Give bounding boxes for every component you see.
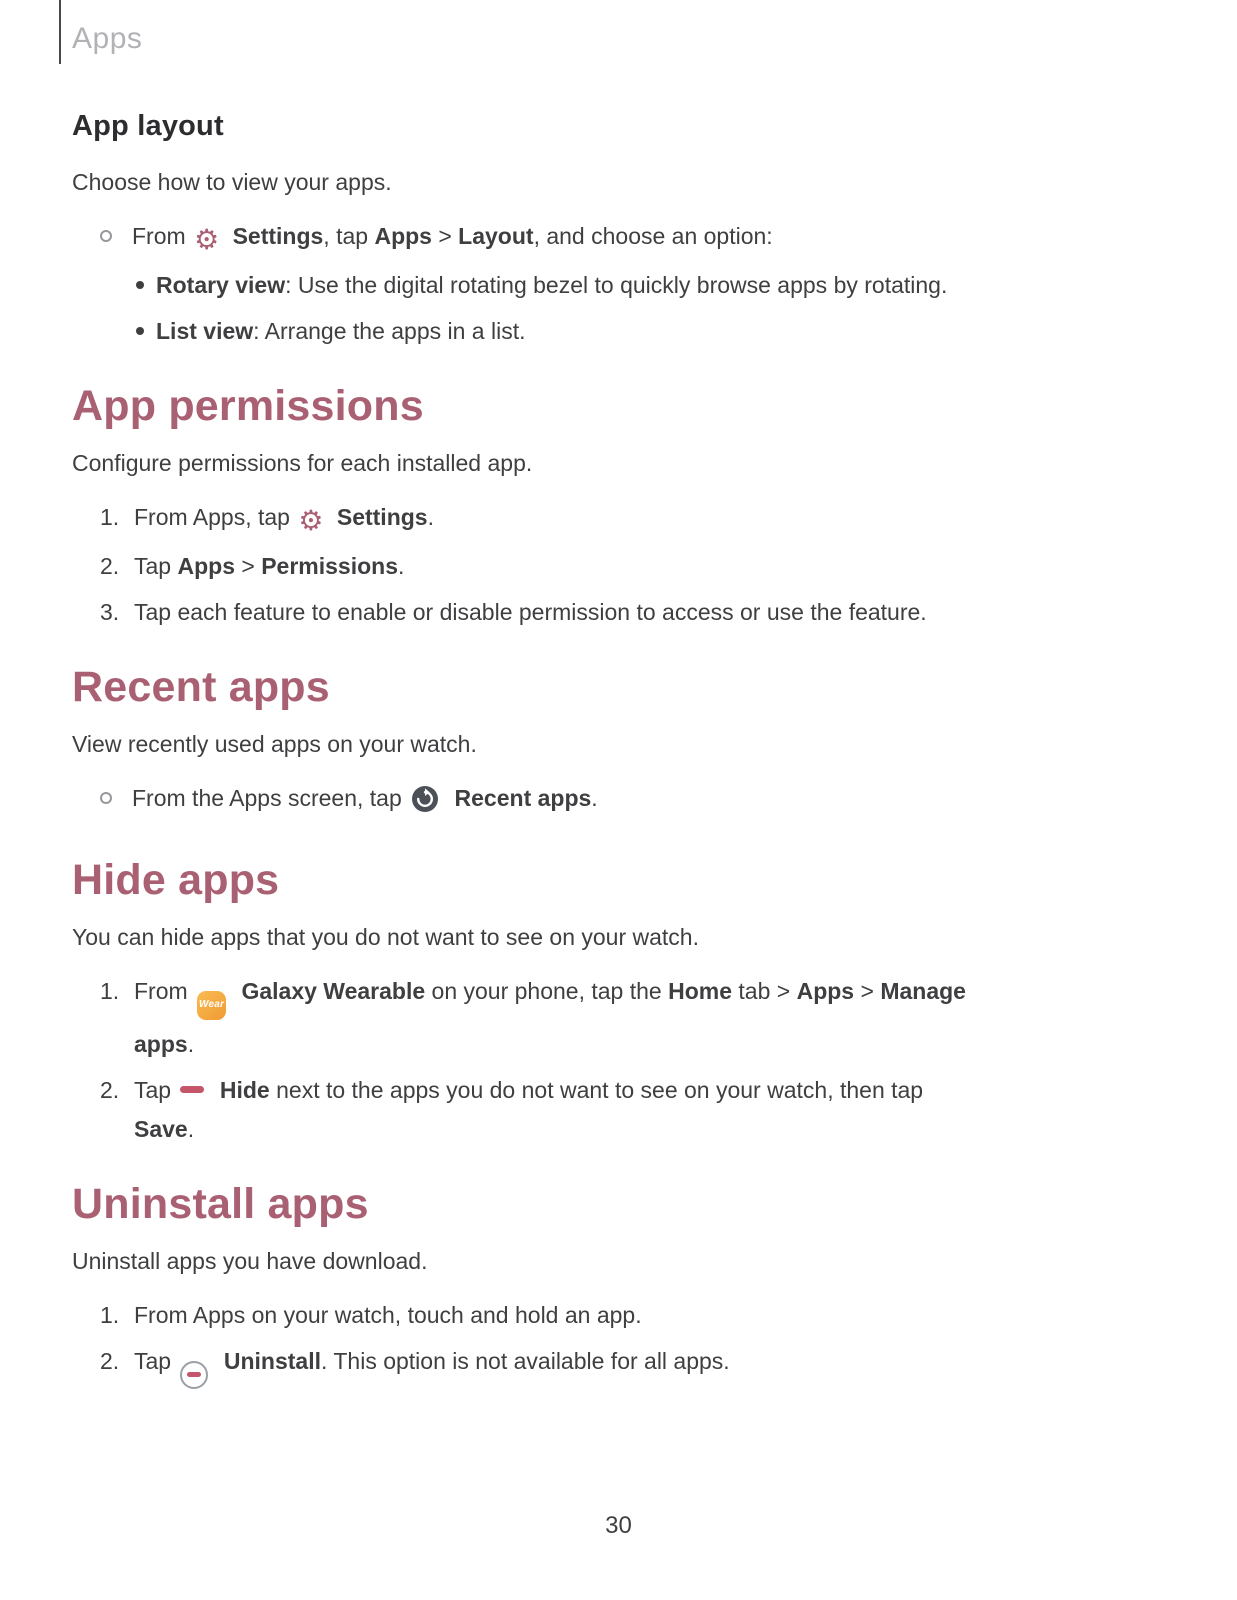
text-line xyxy=(134,551,1167,581)
step-text xyxy=(134,551,1167,581)
text-line xyxy=(134,1300,1167,1330)
app-permissions-intro: Configure permissions for each installed app. xyxy=(72,450,533,477)
uninstall-apps-steps xyxy=(72,1300,1167,1389)
step-text xyxy=(134,1075,1167,1144)
bold-term: Apps xyxy=(177,553,235,580)
text-run: . xyxy=(591,785,598,812)
text-run: > xyxy=(854,978,881,1005)
text-line xyxy=(134,502,1167,538)
wear-icon-label: Wear xyxy=(199,999,225,1011)
sub-bullet-item xyxy=(72,270,1167,300)
text-run: From the Apps screen, tap xyxy=(132,785,409,812)
dot-bullet-icon xyxy=(136,327,144,335)
text-run: Tap each feature to enable or disable permission to access or use the feature. xyxy=(134,599,927,626)
step-text xyxy=(134,502,1167,538)
step-number: 1. xyxy=(100,978,120,1005)
sub-bullet-item xyxy=(72,316,1167,346)
text-line xyxy=(134,1114,1167,1144)
section-uninstall-apps xyxy=(72,1180,1167,1389)
hide-minus-icon xyxy=(180,1086,204,1093)
text-run: : Arrange the apps in a list. xyxy=(253,318,526,344)
header-rule xyxy=(59,0,61,64)
section-app-layout xyxy=(72,110,1167,346)
step-text xyxy=(134,1300,1167,1330)
recent-apps-list xyxy=(72,783,1167,820)
recent-apps-icon xyxy=(411,785,439,820)
text-run: Tap xyxy=(134,553,178,580)
numbered-step xyxy=(72,1300,1167,1330)
uninstall-apps-intro: Uninstall apps you have download. xyxy=(72,1248,428,1275)
numbered-step xyxy=(72,597,1167,627)
text-line xyxy=(134,597,1167,627)
bold-term: Recent apps xyxy=(454,785,592,812)
text-run: . xyxy=(187,1030,195,1057)
text-run: . xyxy=(398,553,405,580)
text-run: , tap xyxy=(323,223,375,249)
step-number: 3. xyxy=(100,599,120,626)
bold-term: Apps xyxy=(796,978,855,1005)
bold-term: Galaxy Wearable xyxy=(241,978,426,1005)
recent-apps-intro: View recently used apps on your watch. xyxy=(72,731,477,758)
hollow-bullet-icon xyxy=(100,230,112,242)
uninstall-icon xyxy=(180,1361,208,1389)
bullet-item xyxy=(72,783,1167,820)
bold-term: Save xyxy=(134,1115,188,1142)
text-run: From xyxy=(132,223,193,249)
page-number: 30 xyxy=(605,1512,632,1539)
sub-bullet-item-text xyxy=(156,316,1167,346)
hollow-bullet-icon xyxy=(100,792,112,804)
numbered-step xyxy=(72,976,1167,1059)
recent-apps-title: Recent apps xyxy=(72,663,330,712)
step-number: 1. xyxy=(100,1302,120,1329)
numbered-step xyxy=(72,551,1167,581)
text-run: , and choose an option: xyxy=(533,223,773,249)
text-line xyxy=(134,1029,1167,1059)
app-layout-title: App layout xyxy=(72,110,224,142)
text-run: From Apps, tap xyxy=(134,504,297,531)
bullet-item xyxy=(72,221,1167,254)
minus-glyph xyxy=(187,1372,201,1377)
dot-bullet-icon xyxy=(136,281,144,289)
bold-term: Manage xyxy=(880,978,966,1005)
bold-term: apps xyxy=(134,1030,188,1057)
step-text xyxy=(134,597,1167,627)
bold-term: Layout xyxy=(458,223,534,249)
text-run: next to the apps you do not want to see on your watch, then tap xyxy=(269,1076,924,1103)
step-text xyxy=(134,976,1167,1059)
app-permissions-title: App permissions xyxy=(72,382,424,430)
step-number: 2. xyxy=(100,1348,120,1375)
step-number: 2. xyxy=(100,1076,120,1103)
step-number: 1. xyxy=(100,504,120,531)
text-run: > xyxy=(431,223,459,249)
numbered-step xyxy=(72,1075,1167,1144)
galaxy-wearable-icon xyxy=(197,991,226,1020)
text-line xyxy=(132,783,1167,820)
settings-gear-icon: ⚙ xyxy=(194,223,220,256)
text-line xyxy=(132,221,1167,254)
step-text xyxy=(134,1346,1167,1389)
bold-term: Settings xyxy=(232,223,324,249)
text-run: . xyxy=(427,504,434,531)
text-run: : Use the digital rotating bezel to quickly browse apps by rotating. xyxy=(285,272,948,298)
bold-term: List view xyxy=(156,318,254,344)
app-layout-list xyxy=(72,221,1167,346)
app-layout-intro: Choose how to view your apps. xyxy=(72,169,392,195)
hide-apps-intro: You can hide apps that you do not want to see on your watch. xyxy=(72,924,699,951)
text-run: From Apps on your watch, touch and hold an app. xyxy=(134,1302,642,1329)
running-header xyxy=(72,0,1167,56)
running-header-label: Apps xyxy=(72,22,143,55)
numbered-step xyxy=(72,502,1167,538)
bold-term: Uninstall xyxy=(223,1348,321,1375)
app-permissions-steps xyxy=(72,502,1167,627)
section-hide-apps xyxy=(72,856,1167,1144)
text-line xyxy=(156,316,1167,346)
bold-term: Apps xyxy=(374,223,432,249)
section-app-permissions xyxy=(72,382,1167,627)
hide-apps-steps xyxy=(72,976,1167,1144)
text-run: tab > xyxy=(732,978,797,1005)
text-run: . xyxy=(187,1115,195,1142)
bullet-item-text xyxy=(132,783,1167,820)
text-run: Tap xyxy=(134,1076,178,1103)
numbered-step xyxy=(72,1346,1167,1389)
text-line xyxy=(156,270,1167,300)
hide-apps-title: Hide apps xyxy=(72,856,280,905)
settings-gear-icon: ⚙ xyxy=(298,504,324,538)
bold-term: Hide xyxy=(219,1076,270,1103)
text-line xyxy=(134,1346,1167,1389)
bold-term: Home xyxy=(668,978,733,1005)
text-line xyxy=(134,1075,1167,1105)
uninstall-apps-title: Uninstall apps xyxy=(72,1179,369,1228)
text-run: on your phone, tap the xyxy=(425,978,669,1005)
text-run: . This option is not available for all apps. xyxy=(321,1348,730,1375)
step-number: 2. xyxy=(100,553,120,580)
bold-term: Settings xyxy=(336,504,428,531)
sub-bullet-item-text xyxy=(156,270,1167,300)
text-run: > xyxy=(234,553,262,580)
bullet-item-text xyxy=(132,221,1167,254)
bold-term: Permissions xyxy=(261,553,398,580)
section-recent-apps xyxy=(72,663,1167,820)
bold-term: Rotary view xyxy=(156,272,286,298)
text-run: Tap xyxy=(134,1348,178,1375)
text-line xyxy=(134,976,1167,1020)
text-run: From xyxy=(134,978,195,1005)
